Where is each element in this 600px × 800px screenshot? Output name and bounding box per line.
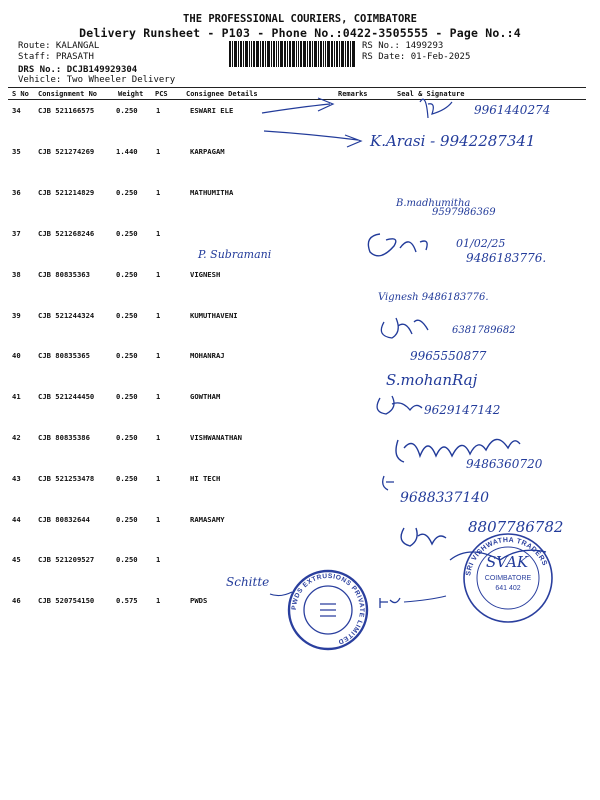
row-consignee: RAMASAMY	[190, 515, 225, 524]
row-pcs: 1	[156, 311, 161, 320]
row-consignee: GOWTHAM	[190, 392, 221, 401]
row-weight: 0.575	[116, 596, 138, 605]
svg-text:SRI VISHWATHA TRADERS: SRI VISHWATHA TRADERS	[465, 536, 549, 577]
company-title: THE PROFESSIONAL COURIERS, COIMBATORE	[183, 13, 417, 25]
row-consignee: MOHANRAJ	[190, 351, 225, 360]
handwritten-phone: 9486360720	[466, 457, 543, 471]
row-consignment-no: CJB 80835386	[38, 433, 90, 442]
row-consignee: PWDS	[190, 596, 208, 605]
signature-scribble	[420, 99, 452, 118]
row-sno: 39	[12, 311, 21, 320]
row-weight: 0.250	[116, 351, 138, 360]
row-weight: 0.250	[116, 188, 138, 197]
row-weight: 0.250	[116, 229, 138, 238]
route-label: Route: KALANGAL	[18, 41, 100, 51]
rs-number: RS No.: 1499293	[362, 41, 444, 51]
handwritten-name-phone: K.Arasi - 9942287341	[370, 132, 536, 150]
row-pcs: 1	[156, 596, 161, 605]
stamp-signature: SVAK	[486, 553, 529, 571]
row-weight: 0.250	[116, 555, 138, 564]
row-pcs: 1	[156, 106, 161, 115]
row-weight: 0.250	[116, 311, 138, 320]
row-weight: 0.250	[116, 106, 138, 115]
row-sno: 45	[12, 555, 21, 564]
row-sno: 44	[12, 515, 21, 524]
row-consignment-no: CJB 521274269	[38, 147, 95, 156]
row-pcs: 1	[156, 188, 161, 197]
col-header-pcs: PCS	[155, 90, 168, 98]
row-consignee: MATHUMITHA	[190, 188, 234, 197]
row-pcs: 1	[156, 147, 161, 156]
row-consignment-no: CJB 521244450	[38, 392, 95, 401]
row-consignment-no: CJB 521268246	[38, 229, 95, 238]
row-sno: 40	[12, 351, 21, 360]
row-consignment-no: CJB 521214829	[38, 188, 95, 197]
handwritten-phone: 6381789682	[452, 325, 516, 336]
signature-scribble	[377, 396, 422, 414]
handwritten-name: B.madhumitha	[396, 198, 471, 209]
row-consignee: VISHWANATHAN	[190, 433, 242, 442]
handwritten-name: S.mohanRaj	[386, 371, 478, 389]
handwritten-phone: 8807786782	[468, 518, 564, 536]
col-header-weight: Weight	[118, 90, 144, 98]
table-top-rule	[8, 87, 586, 88]
row-consignment-no: CJB 521166575	[38, 106, 95, 115]
row-sno: 38	[12, 270, 21, 279]
col-header-remarks: Remarks	[338, 90, 368, 98]
row-pcs: 1	[156, 555, 161, 564]
col-header-sno: S No	[12, 90, 29, 98]
handwritten-phone: 9688337140	[400, 490, 490, 506]
svg-text:641 402: 641 402	[495, 585, 521, 592]
col-header-signature: Seal & Signature	[397, 90, 465, 98]
signature-scribble	[396, 439, 520, 462]
arrow-icon	[262, 98, 333, 113]
handwritten-name: P. Subramani	[198, 248, 272, 261]
row-weight: 0.250	[116, 515, 138, 524]
row-consignee: ESWARI ELE	[190, 106, 234, 115]
vehicle-label: Vehicle: Two Wheeler Delivery	[18, 75, 176, 85]
handwritten-signature: Schitte	[226, 575, 270, 589]
signature-scribble	[383, 476, 394, 490]
table-header-rule	[8, 99, 586, 100]
row-consignment-no: CJB 520754150	[38, 596, 95, 605]
handwritten-phone: 9486183776.	[466, 251, 547, 265]
row-consignment-no: CJB 80832644	[38, 515, 90, 524]
row-weight: 0.250	[116, 474, 138, 483]
row-pcs: 1	[156, 515, 161, 524]
handwritten-name-phone: Vignesh 9486183776.	[378, 292, 489, 303]
svg-text:COIMBATORE: COIMBATORE	[484, 575, 532, 582]
row-consignment-no: CJB 521253478	[38, 474, 95, 483]
staff-label: Staff: PRASATH	[18, 52, 94, 62]
row-weight: 0.250	[116, 433, 138, 442]
signature-scribble	[380, 598, 400, 608]
row-sno: 37	[12, 229, 21, 238]
row-consignee: HI TECH	[190, 474, 221, 483]
row-pcs: 1	[156, 351, 161, 360]
row-sno: 34	[12, 106, 21, 115]
row-pcs: 1	[156, 229, 161, 238]
row-weight: 0.250	[116, 270, 138, 279]
row-consignment-no: CJB 521209527	[38, 555, 95, 564]
drs-number: DRS No.: DCJB149929304	[18, 65, 138, 75]
row-weight: 1.440	[116, 147, 138, 156]
row-sno: 43	[12, 474, 21, 483]
row-consignment-no: CJB 80835363	[38, 270, 90, 279]
row-sno: 36	[12, 188, 21, 197]
handwritten-phone: 9961440274	[474, 103, 551, 117]
row-sno: 35	[12, 147, 21, 156]
handwritten-phone: 9965550877	[410, 349, 487, 363]
row-consignee: KARPAGAM	[190, 147, 225, 156]
row-sno: 46	[12, 596, 21, 605]
row-weight: 0.250	[116, 392, 138, 401]
row-consignment-no: CJB 521244324	[38, 311, 95, 320]
handwritten-date: 01/02/25	[456, 237, 506, 250]
trader-seal-icon	[450, 534, 552, 622]
col-header-consignee: Consignee Details	[186, 90, 258, 98]
row-sno: 42	[12, 433, 21, 442]
barcode-icon	[229, 41, 355, 67]
signature-scribble	[381, 318, 428, 338]
arrow-icon	[264, 131, 361, 147]
row-pcs: 1	[156, 433, 161, 442]
row-pcs: 1	[156, 474, 161, 483]
row-pcs: 1	[156, 392, 161, 401]
signature-scribble	[401, 528, 446, 546]
col-header-consignment: Consignment No	[38, 90, 98, 98]
handwritten-phone: 9597986369	[432, 207, 496, 218]
company-seal-icon	[289, 571, 367, 649]
svg-text:PWDS EXTRUSIONS PRIVATE LIMITE: PWDS EXTRUSIONS PRIVATE LIMITED	[290, 572, 366, 646]
handwritten-phone: 9629147142	[424, 403, 501, 417]
runsheet-subtitle: Delivery Runsheet - P103 - Phone No.:0422-3505555 - Page No.:4	[79, 26, 521, 40]
row-pcs: 1	[156, 270, 161, 279]
signature-scribble	[368, 234, 427, 256]
row-consignee: VIGNESH	[190, 270, 221, 279]
row-sno: 41	[12, 392, 21, 401]
row-consignee: KUMUTHAVENI	[190, 311, 238, 320]
rs-date: RS Date: 01-Feb-2025	[362, 52, 471, 62]
row-consignment-no: CJB 80835365	[38, 351, 90, 360]
